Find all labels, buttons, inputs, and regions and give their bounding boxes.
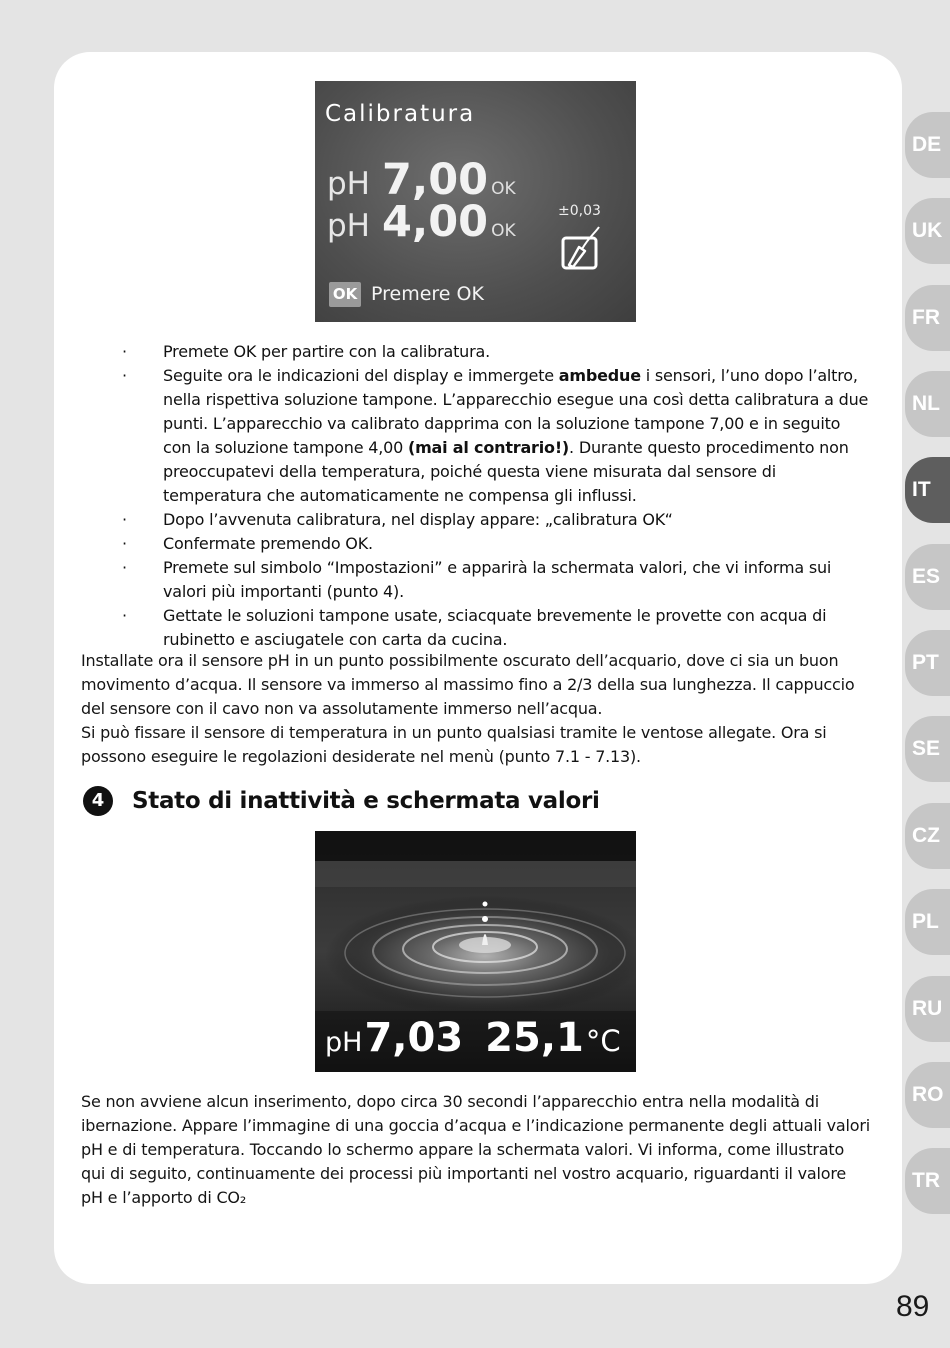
hibernation-paragraph: Se non avviene alcun inserimento, dopo circa 30 secondi l’apparecchio entra nella modalità di ibernazione. Appare l’immagine di una goccia d’acqua e l’indicazione permanente degli attuali valori pH e di temperatura. Toccando lo schermo appare la schermata valori. Vi informa, come illustrato qui di seguito, continuamente dei processi più importanti nel vostro acquario, riguardanti il valore pH e l’apporto di CO₂	[81, 1092, 870, 1207]
list-item-text: Gettate le soluzioni tampone usate, sciacquate brevemente le provette con acqua di rubinetto e asciugatele con carta da cucina.	[163, 606, 827, 649]
list-item-text: Confermate premendo OK.	[163, 534, 373, 553]
language-tab-tr[interactable]: TR	[905, 1148, 950, 1214]
list-item	[120, 340, 870, 364]
calibration-screen	[315, 81, 636, 322]
calibration-title: Calibratura	[325, 101, 476, 127]
language-tab-ro[interactable]: RO	[905, 1062, 950, 1128]
language-tab-uk[interactable]: UK	[905, 198, 950, 264]
bullet-marker: ·	[122, 558, 127, 577]
language-tab-fr[interactable]: FR	[905, 285, 950, 351]
section-title: Stato di inattività e schermata valori	[132, 788, 600, 814]
tolerance-label: ±0,03	[558, 203, 601, 219]
calibration-row-ph4	[327, 197, 516, 247]
list-item-text: . Durante questo procedimento non preoccupatevi della temperatura, poiché questa viene misurata dal sensore di temperatura che automaticamente ne compensa gli influssi.	[163, 438, 849, 505]
ph-label: pH	[327, 166, 370, 202]
idle-readout	[325, 1015, 621, 1061]
ok-button[interactable]: OK	[329, 282, 361, 307]
list-item-text: i sensori, l’uno dopo l’altro, nella rispettiva soluzione tampone. L’apparecchio esegue una così detta calibratura a due punti. L’apparecchio va calibrato dapprima con la soluzione tampone 7,00 e in seguito con la soluzione tampone 4,00	[163, 366, 869, 457]
temperature-value: 25,1	[485, 1015, 584, 1061]
list-item	[120, 604, 870, 652]
installation-paragraph	[81, 649, 871, 769]
language-tab-cz[interactable]: CZ	[905, 803, 950, 869]
list-item-text: Seguite ora le indicazioni del display e immergete	[163, 366, 559, 385]
ph-label: pH	[325, 1027, 363, 1058]
list-item-text: Premete OK per partire con la calibratura.	[163, 342, 490, 361]
list-item-text: Premete sul simbolo “Impostazioni” e apparirà la schermata valori, che vi informa sui valori più importanti (punto 4).	[163, 558, 832, 601]
language-tab-pl[interactable]: PL	[905, 889, 950, 955]
language-tab-pt[interactable]: PT	[905, 630, 950, 696]
list-item	[120, 364, 870, 508]
press-ok-label: Premere OK	[371, 283, 484, 305]
paragraph-text: Installate ora il sensore pH in un punto possibilmente oscurato dell’acquario, dove ci sia un buon movimento d’acqua. Il sensore va immerso al massimo fino a 2/3 della sua lunghezza. Il cappuccio del sensore con il cavo non va assolutamente immerso nell’acqua.	[81, 651, 855, 718]
ph-value: 4,00	[382, 197, 489, 247]
list-item	[120, 508, 870, 532]
bullet-marker: ·	[122, 606, 127, 625]
bullet-marker: ·	[122, 366, 127, 385]
list-item-text: Dopo l’avvenuta calibratura, nel display appare: „calibratura OK“	[163, 510, 673, 529]
section-heading	[83, 786, 600, 816]
ok-status: OK	[491, 221, 516, 241]
ok-status: OK	[491, 179, 516, 199]
bullet-marker: ·	[122, 342, 127, 361]
language-tab-se[interactable]: SE	[905, 716, 950, 782]
ph-label: pH	[327, 208, 370, 244]
temperature-unit: °C	[585, 1024, 621, 1058]
ph-value: 7,00	[382, 155, 489, 205]
section-number: 4	[83, 786, 113, 816]
bullet-marker: ·	[122, 534, 127, 553]
idle-screen	[315, 831, 636, 1072]
bullet-marker: ·	[122, 510, 127, 529]
language-tab-it[interactable]: IT	[905, 457, 950, 523]
list-item	[120, 556, 870, 604]
language-tab-es[interactable]: ES	[905, 544, 950, 610]
language-tab-ru[interactable]: RU	[905, 976, 950, 1042]
ph-value: 7,03	[364, 1015, 464, 1061]
list-item	[120, 532, 870, 556]
list-item-emphasis: ambedue	[558, 366, 641, 385]
sensor-check-icon	[559, 225, 603, 271]
page-number: 89	[896, 1290, 930, 1323]
instruction-list	[120, 340, 870, 652]
language-tab-de[interactable]: DE	[905, 112, 950, 178]
language-tab-nl[interactable]: NL	[905, 371, 950, 437]
list-item-emphasis: (mai al contrario!)	[407, 438, 570, 457]
paragraph-text: Si può fissare il sensore di temperatura in un punto qualsiasi tramite le ventose allegate. Ora si possono eseguire le regolazioni desiderate nel menù (punto 7.1 - 7.13).	[81, 723, 827, 766]
